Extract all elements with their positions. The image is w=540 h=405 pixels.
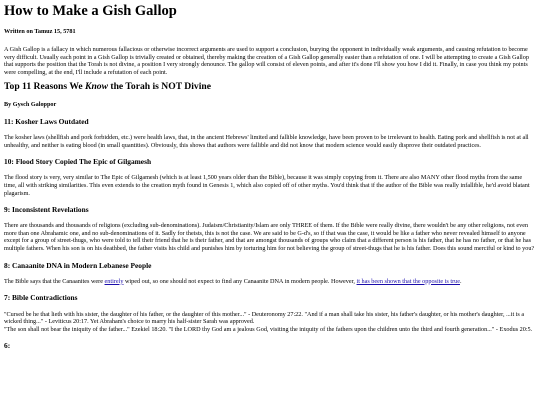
section-text-11: The kosher laws (shellfish and pork forbidden, etc.) were health laws, that, in the ancient Hebrews' limited and fallible knowledge, have been proven to be irrelevant to health. Eating pork and shellfish is not at all unhealthy, and neither is eating blood (in small quantities). Obviously, this shows that authors were fallible and did not know that modern science would easily disprove their outdated practices. bbox=[4, 134, 529, 149]
section-heading-6: 6: bbox=[4, 341, 11, 351]
opposite-is-true-link[interactable]: it has been shown that the opposite is true bbox=[356, 277, 460, 285]
section-text-8-middle: wiped out, so one should not expect to find any Canaanite DNA in modern people. However, bbox=[123, 277, 357, 285]
essay-title-start: Top 11 Reasons We bbox=[4, 81, 86, 93]
page-title: How to Make a Gish Gallop bbox=[4, 3, 177, 19]
entirely-link[interactable]: entirely bbox=[104, 277, 124, 285]
section-text-8-start: The Bible says that the Canaanites were bbox=[4, 277, 105, 285]
essay-title-emphasis: Know bbox=[85, 81, 108, 93]
section-heading-10: 10: Flood Story Copied The Epic of Gilgamesh bbox=[4, 157, 152, 167]
section-text-9: There are thousands and thousands of religions (excluding sub-denominations). Judaism/Christianity/Islam are only THREE of them. If the Bible were really divine, there wouldn't be any other religions, not even more than one Abrahamic one, and no sub-denominations of it. Sadly for theists, this is not the case. We are said to be G-d's, so if that was the case, it would be like a father who never revealed himself to anyone except for a group of street-thugs, who were told to tell their friend that he is their father, and that are amongst thousands of groups who claim that a different person is his father, that he has no father, or that he has multiple fathers. When his son is on his deathbed, the father visits his child and punishes him by torturing him for not believing the group of street-thugs that he is his father. Does this sound merciful or kind to you? bbox=[4, 222, 535, 253]
section-text-8-end: . bbox=[459, 277, 462, 285]
bible-quote-2: "The son shall not bear the iniquity of the father..." Ezekiel 18:20. "I the LORD thy God am a jealous God, visiting the iniquity of the fathers upon the children unto the third and fourth generation..." - Exodus 20:5. bbox=[4, 325, 533, 333]
written-date: Written on Tamuz 15, 5781 bbox=[4, 27, 76, 35]
essay-byline: By Gysch Galoppor bbox=[4, 100, 57, 108]
section-text-8 bbox=[4, 278, 535, 286]
section-heading-7: 7: Bible Contradictions bbox=[4, 293, 78, 303]
section-heading-9: 9: Inconsistent Revelations bbox=[4, 205, 89, 215]
essay-title-end: the Torah is NOT Divine bbox=[107, 81, 211, 93]
section-text-10: The flood story is very, very similar to The Epic of Gilgamesh (which is at least 1,500 years older than the Bible), because it was simply copying from it. There are also MANY other flood myths from the same time, all with striking similarities. This even extends to the creation myth found in Genesis 1, which also copied off of other myths. You'd think that if the author of the Bible was really infallible, he'd avoid blatant plagarism. bbox=[4, 174, 530, 197]
section-heading-11: 11: Kosher Laws Outdated bbox=[4, 116, 89, 126]
bible-quote-1: "Cursed be he that lieth with his sister, the daughter of his father, or the daughter of this mother..." - Deuteronomy 27:22. "And if a man shall take his sister, his father's daughter, or his mother's daughter, ...it is a wicked thing..." - Leviticus 20:17. Yet Abraham's choice to marry his half-sister Sarah was approved. bbox=[4, 310, 525, 326]
essay-title bbox=[4, 82, 535, 93]
section-text-7 bbox=[4, 311, 535, 334]
intro-paragraph: A Gish Gallop is a fallacy in which numerous fallacious or otherwise incorrect arguments are used to support a conclusion, burying the opponent in individually weak arguments, and causing refutation to become very difficult. Usually each point in a Gish Gallop is trivially created or obtained, thereby making the creation of a Gish Gallop generally easier than a refutation of one. I will be attempting to create a Gish Gallop that supports the position that the Torah is not divine, a position I very strongly denounce. The gallop will consist of eleven points, and after it's done I'll show you how I did it. Finally, in case you think my points were compelling, at the end, I'll include a refutation of each point. bbox=[4, 45, 529, 76]
section-heading-8: 8: Canaanite DNA in Modern Lebanese People bbox=[4, 260, 152, 270]
